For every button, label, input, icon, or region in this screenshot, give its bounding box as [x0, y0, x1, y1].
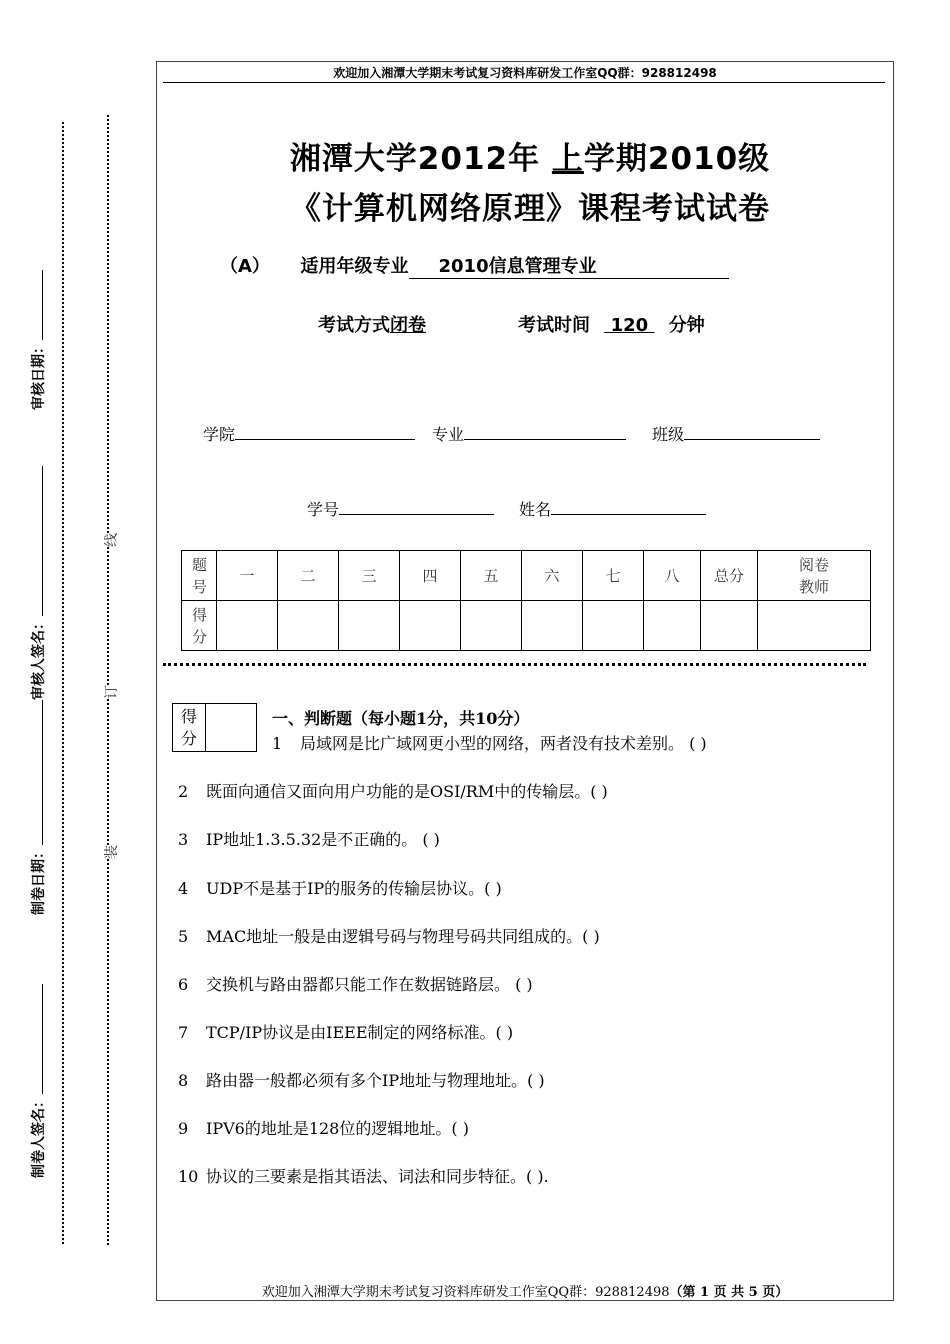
title-term: 上 — [551, 141, 584, 177]
major-label: 专业 — [432, 425, 465, 444]
make-date-label: 制卷日期： — [31, 845, 47, 915]
question-text: 协议的三要素是指其语法、词法和同步特征。( ). — [206, 1167, 549, 1186]
question-number: 3 — [178, 830, 189, 849]
name-label: 姓名 — [519, 500, 552, 519]
score-table-header-row — [182, 551, 871, 601]
score-table-head-question: 题号 — [182, 551, 217, 601]
maker-sign-blank[interactable] — [30, 984, 43, 1094]
score-cell[interactable] — [461, 601, 522, 651]
class-label: 班级 — [652, 425, 685, 444]
reviewer-sign-blank[interactable] — [30, 466, 43, 616]
question-text: 路由器一般都必须有多个IP地址与物理地址。( ) — [206, 1071, 545, 1090]
make-date-field — [28, 700, 48, 915]
question-number: 7 — [178, 1023, 189, 1042]
student-id-field — [307, 497, 494, 520]
applicable-value: 2010信息管理专业 — [409, 252, 729, 279]
exam-time-value: 120 — [610, 315, 649, 336]
score-col-6: 六 — [522, 551, 583, 601]
question-2 — [178, 779, 608, 802]
make-date-blank[interactable] — [30, 700, 43, 845]
section1-score-label: 得分 — [173, 704, 206, 752]
student-id-label: 学号 — [307, 500, 340, 519]
reviewer-sign-field — [28, 466, 48, 700]
major-input[interactable] — [464, 425, 626, 440]
score-col-5: 五 — [461, 551, 522, 601]
section1-score-box — [172, 703, 257, 752]
exam-mode — [318, 311, 426, 337]
question-text: TCP/IP协议是由IEEE制定的网络标准。( ) — [206, 1023, 514, 1042]
question-number: 1 — [272, 734, 283, 753]
question-number: 2 — [178, 782, 189, 801]
class-input[interactable] — [684, 425, 820, 440]
score-col-7: 七 — [583, 551, 644, 601]
question-text: 既面向通信又面向用户功能的是OSI/RM中的传输层。( ) — [206, 782, 608, 801]
score-col-4: 四 — [400, 551, 461, 601]
score-col-2: 二 — [278, 551, 339, 601]
exam-title-line1 — [160, 133, 900, 178]
review-date-label: 审核日期： — [31, 340, 47, 410]
title-suffix: 学期2010级 — [583, 141, 771, 177]
question-3 — [178, 827, 440, 850]
question-number: 8 — [178, 1071, 189, 1090]
header-rule — [163, 82, 885, 83]
question-number: 9 — [178, 1119, 189, 1138]
binding-text-line: 线 — [101, 533, 121, 547]
score-cell[interactable] — [701, 601, 758, 651]
class-field — [652, 422, 820, 445]
score-cell[interactable] — [758, 601, 871, 651]
question-text: 局域网是比广域网更小型的网络，两者没有技术差别。 ( ) — [300, 734, 707, 753]
page-footer — [160, 1281, 890, 1300]
question-9 — [178, 1116, 469, 1139]
binding-text-pack: 装 — [101, 845, 121, 859]
question-5 — [178, 924, 600, 947]
college-field — [203, 422, 415, 445]
score-col-8: 八 — [644, 551, 701, 601]
section-divider — [163, 663, 866, 666]
reviewer-sign-label: 审核人签名： — [31, 616, 47, 700]
page-number: （第 1 页 共 5 页） — [669, 1285, 789, 1300]
score-table-score-row — [182, 601, 871, 651]
question-7 — [178, 1020, 513, 1043]
score-cell[interactable] — [644, 601, 701, 651]
question-8 — [178, 1068, 545, 1091]
question-4 — [178, 876, 502, 899]
page-frame — [156, 61, 894, 1301]
score-cell[interactable] — [522, 601, 583, 651]
question-10 — [178, 1164, 549, 1187]
question-6 — [178, 972, 533, 995]
question-text: UDP不是基于IP的服务的传输层协议。( ) — [206, 879, 502, 898]
maker-sign-label: 制卷人签名： — [31, 1094, 47, 1178]
section1-heading: 一、判断题（每小题1分，共10分） — [272, 709, 530, 728]
score-cell[interactable] — [339, 601, 400, 651]
applicable-major-line — [220, 252, 729, 279]
score-cell[interactable] — [217, 601, 278, 651]
score-col-grader: 阅卷教师 — [758, 551, 871, 601]
question-text: IPV6的地址是128位的逻辑地址。( ) — [206, 1119, 469, 1138]
question-1 — [272, 731, 707, 754]
name-input[interactable] — [551, 500, 706, 515]
question-number: 4 — [178, 879, 189, 898]
margin-dotted-line-outer — [62, 122, 64, 1244]
college-input[interactable] — [235, 425, 415, 440]
score-col-3: 三 — [339, 551, 400, 601]
score-cell[interactable] — [400, 601, 461, 651]
applicable-label: 适用年级专业 — [300, 256, 409, 277]
section1-score-cell[interactable] — [206, 704, 257, 752]
exam-mode-value: 闭卷 — [390, 315, 426, 336]
title-prefix: 湘潭大学2012年 — [289, 141, 552, 177]
college-label: 学院 — [203, 425, 236, 444]
footer-note: 欢迎加入湘潭大学期末考试复习资料库研发工作室QQ群：928812498 — [261, 1285, 670, 1300]
exam-time — [518, 311, 705, 337]
name-field — [519, 497, 706, 520]
score-table-head-score: 得分 — [182, 601, 217, 651]
question-number: 10 — [178, 1167, 199, 1186]
review-date-blank[interactable] — [30, 270, 43, 340]
paper-version: （A） — [220, 256, 270, 277]
student-id-input[interactable] — [339, 500, 494, 515]
maker-sign-field — [28, 984, 48, 1178]
margin-dotted-line-inner — [107, 115, 109, 1245]
score-col-total: 总分 — [701, 551, 758, 601]
score-cell[interactable] — [583, 601, 644, 651]
exam-time-unit: 分钟 — [668, 315, 705, 336]
exam-title-line2: 《计算机网络原理》课程考试试卷 — [290, 191, 770, 227]
score-table — [181, 550, 871, 651]
question-text: 交换机与路由器都只能工作在数据链路层。 ( ) — [206, 975, 533, 994]
question-text: IP地址1.3.5.32是不正确的。 ( ) — [206, 830, 440, 849]
review-date-field — [28, 270, 48, 410]
exam-time-label: 考试时间 — [518, 315, 590, 336]
score-col-1: 一 — [217, 551, 278, 601]
score-cell[interactable] — [278, 601, 339, 651]
exam-mode-label: 考试方式 — [318, 315, 390, 336]
question-text: MAC地址一般是由逻辑号码与物理号码共同组成的。( ) — [206, 927, 600, 946]
binding-text-order: 订 — [101, 685, 121, 699]
question-number: 6 — [178, 975, 189, 994]
major-field — [432, 422, 626, 445]
question-number: 5 — [178, 927, 189, 946]
header-note: 欢迎加入湘潭大学期末考试复习资料库研发工作室QQ群：928812498 — [333, 66, 717, 80]
